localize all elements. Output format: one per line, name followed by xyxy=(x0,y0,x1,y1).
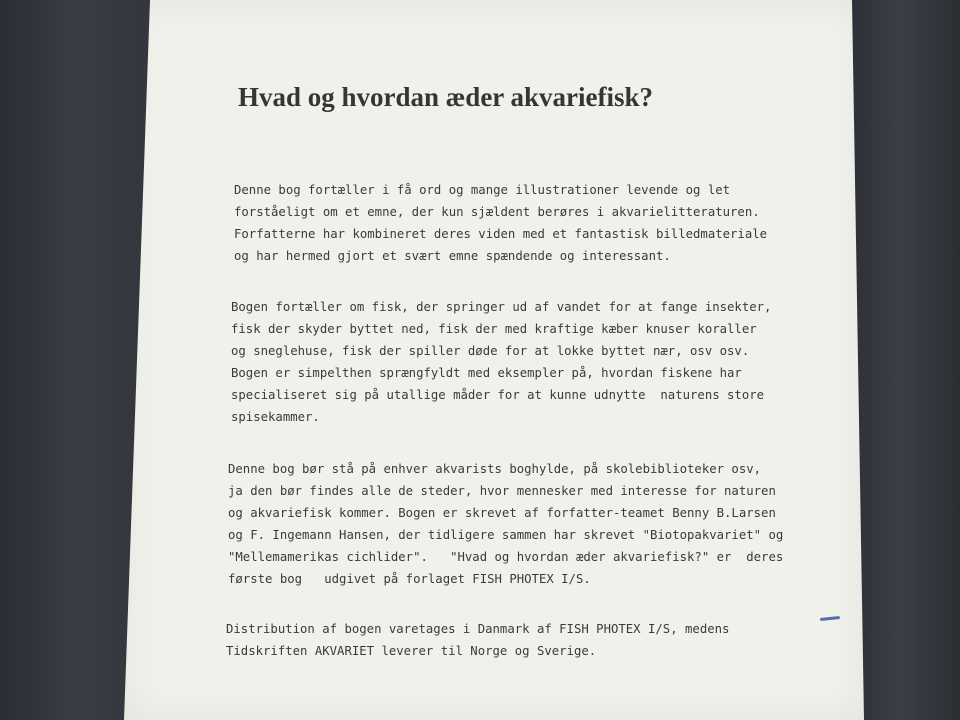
document-body xyxy=(226,0,826,720)
text-line: første bog udgivet på forlaget FISH PHOTEX I/S. xyxy=(228,572,591,586)
document-title: Hvad og hvordan æder akvariefisk? xyxy=(238,82,654,112)
text-line: "Mellemamerikas cichlider". "Hvad og hvordan æder akvariefisk?" er deres xyxy=(228,550,784,564)
paragraph-distribution xyxy=(226,618,806,662)
text-line: ja den bør findes alle de steder, hvor mennesker med interesse for naturen xyxy=(228,484,776,498)
text-line: og sneglehuse, fisk der spiller døde for at lokke byttet nær, osv osv. xyxy=(231,344,750,358)
text-line: spisekammer. xyxy=(231,410,320,424)
text-line: Forfatterne har kombineret deres viden med et fantastisk billedmateriale xyxy=(234,227,768,241)
text-line: Bogen er simpelthen sprængfyldt med eksempler på, hvordan fiskene har xyxy=(231,366,742,380)
paragraph-intro xyxy=(234,179,814,267)
text-line: Bogen fortæller om fisk, der springer ud af vandet for at fange insekter, xyxy=(231,300,772,314)
paragraph-examples xyxy=(231,296,811,428)
text-line: fisk der skyder byttet ned, fisk der med kraftige kæber knuser koraller xyxy=(231,322,757,336)
text-line: Denne bog fortæller i få ord og mange illustrationer levende og let xyxy=(234,183,731,197)
text-line: og F. Ingemann Hansen, der tidligere sammen har skrevet "Biotopakvariet" og xyxy=(228,528,784,542)
text-line: specialiseret sig på utallige måder for at kunne udnytte naturens store xyxy=(231,388,765,402)
text-line: og akvariefisk kommer. Bogen er skrevet af forfatter-teamet Benny B.Larsen xyxy=(228,506,776,520)
paragraph-authors xyxy=(228,458,808,590)
text-line: og har hermed gjort et svært emne spændende og interessant. xyxy=(234,249,671,263)
text-line: forståeligt om et emne, der kun sjældent berøres i akvarielitteraturen. xyxy=(234,205,760,219)
text-line: Tidskriften AKVARIET leverer til Norge og Sverige. xyxy=(226,644,597,658)
text-line: Denne bog bør stå på enhver akvarists boghylde, på skolebiblioteker osv, xyxy=(228,462,762,476)
text-line: Distribution af bogen varetages i Danmark af FISH PHOTEX I/S, medens xyxy=(226,622,730,636)
